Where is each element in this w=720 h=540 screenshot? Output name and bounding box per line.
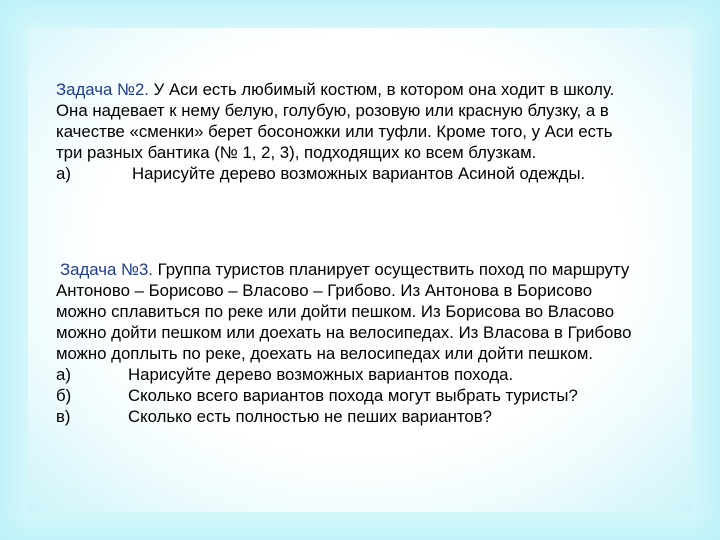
item-marker: в)	[56, 407, 71, 426]
task-3-title: Задача №3.	[60, 260, 153, 279]
task-2-first-line	[56, 79, 696, 100]
item-marker: а)	[56, 164, 71, 183]
task-3-text-line: Антоново – Борисово – Власово – Грибово. Из Антонова в Борисово	[56, 281, 593, 300]
task-3-item-c	[56, 406, 696, 427]
task-2-text-line: три разных бантика (№ 1, 2, 3), подходящих ко всем блузкам.	[56, 143, 537, 162]
task-2-block	[56, 79, 696, 184]
item-marker: б)	[56, 386, 72, 405]
task-3-text-line: Группа туристов планирует осуществить поход по маршруту	[152, 260, 630, 279]
task-2-text-line: качестве «сменки» берет босоножки или туфли. Кроме того, у Аси есть	[56, 122, 613, 141]
task-3-text-line: можно сплавиться по реке или дойти пешком. Из Борисова во Власово	[56, 302, 615, 321]
task-2-text-line: Она надевает к нему белую, голубую, розовую или красную блузку, а в	[56, 101, 609, 120]
task-3-item-a	[56, 364, 696, 385]
item-marker: а)	[56, 365, 71, 384]
item-text: Нарисуйте дерево возможных вариантов Асиной одежды.	[132, 164, 586, 183]
task-3-text-line: можно доплыть по реке, доехать на велосипедах или дойти пешком.	[56, 344, 594, 363]
item-text: Нарисуйте дерево возможных вариантов похода.	[128, 365, 514, 384]
task-3-item-b	[56, 385, 696, 406]
task-3-text-line: можно дойти пешком или доехать на велосипедах. Из Власова в Грибово	[56, 323, 632, 342]
task-2-text-line: У Аси есть любимый костюм, в котором она ходит в школу.	[148, 80, 615, 99]
task-3-block	[56, 259, 696, 427]
item-text: Сколько всего вариантов похода могут выбрать туристы?	[128, 386, 578, 405]
item-text: Сколько есть полностью не пеших вариантов?	[128, 407, 493, 426]
task-3-first-line	[56, 259, 696, 280]
task-2-title: Задача №2.	[56, 80, 149, 99]
task-2-item-a	[56, 163, 696, 184]
